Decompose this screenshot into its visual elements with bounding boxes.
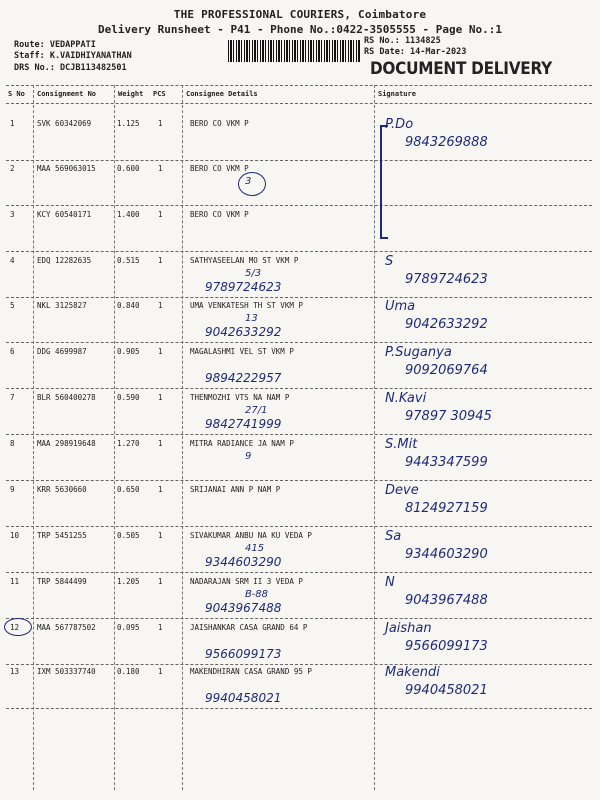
row-handwritten-phone: 9789724623 [205, 280, 282, 294]
row-divider [6, 572, 592, 573]
row-sno: 4 [10, 256, 15, 265]
row-consignee: UMA VENKATESH TH ST VKM P [190, 301, 303, 310]
barcode [228, 40, 360, 62]
row-signature-phone: 97897 30945 [405, 409, 492, 424]
row-consignment: TRP 5844499 [37, 577, 87, 586]
route-label: Route: VEDAPPATI [14, 40, 96, 50]
header-bottom-rule [6, 103, 592, 104]
signature-bracket [380, 125, 388, 239]
row-pcs: 1 [158, 119, 163, 128]
row-signature-mark: N.Kavi [385, 391, 427, 406]
row-signature-phone: 9843269888 [405, 135, 488, 150]
row-weight: 1.270 [117, 439, 140, 448]
row-signature-phone: 9789724623 [405, 272, 488, 287]
row-consignment: MAA 569063015 [37, 164, 96, 173]
rs-number: RS No.: 1134825 [364, 36, 441, 46]
row-divider [6, 205, 592, 206]
row-signature-phone: 9566099173 [405, 639, 488, 654]
row-consignment: NKL 3125827 [37, 301, 87, 310]
row-weight: 1.400 [117, 210, 140, 219]
row-consignee: SATHYASEELAN MO ST VKM P [190, 256, 299, 265]
row-consignment: MAA 298919648 [37, 439, 96, 448]
row-pcs: 1 [158, 439, 163, 448]
row-consignee: NADARAJAN SRM II 3 VEDA P [190, 577, 303, 586]
row-consignment: SVK 60342069 [37, 119, 92, 128]
drs-label: DRS No.: DCJB113482501 [14, 63, 127, 73]
row-divider [6, 664, 592, 665]
row-signature-phone: 9344603290 [405, 547, 488, 562]
row-sno: 5 [10, 301, 15, 310]
row-consignment: DDG 4699987 [37, 347, 87, 356]
row-handwritten-phone: 9566099173 [205, 647, 282, 661]
row-consignment: EDQ 12282635 [37, 256, 92, 265]
col-signature: Signature [378, 90, 416, 98]
row-signature-phone: 9043967488 [405, 593, 488, 608]
row-consignee: JAISHANKAR CASA GRAND 64 P [190, 623, 308, 632]
rs-date: RS Date: 14-Mar-2023 [364, 47, 467, 57]
row-signature-phone: 9092069764 [405, 363, 488, 378]
row-signature-mark: Sa [385, 529, 402, 544]
row-consignee: BERO CO VKM P [190, 210, 249, 219]
row-sno: 3 [10, 210, 15, 219]
row-handwritten-note: 27/1 [245, 405, 268, 416]
row-consignee: MAKENDHIRAN CASA GRAND 95 P [190, 667, 312, 676]
col-consignee: Consignee Details [186, 90, 258, 98]
row-signature-mark: S.Mit [385, 437, 418, 452]
row-divider [6, 618, 592, 619]
row-consignment: MAA 567787502 [37, 623, 96, 632]
row-pcs: 1 [158, 256, 163, 265]
row-weight: 0.590 [117, 393, 140, 402]
row-handwritten-note: 3 [245, 176, 252, 187]
row-pcs: 1 [158, 210, 163, 219]
row-divider [6, 480, 592, 481]
row-handwritten-note: 5/3 [245, 268, 262, 279]
col-divider [33, 85, 34, 790]
col-weight: Weight [118, 90, 144, 98]
row-sno: 1 [10, 119, 15, 128]
row-pcs: 1 [158, 531, 163, 540]
row-handwritten-phone: 9344603290 [205, 555, 282, 569]
row-weight: 0.840 [117, 301, 140, 310]
col-consignment: Consignment No [37, 90, 97, 98]
col-divider [182, 85, 183, 790]
row-signature-phone: 9042633292 [405, 317, 488, 332]
row-handwritten-phone: 9043967488 [205, 601, 282, 615]
row-divider [6, 434, 592, 435]
row-sno: 13 [10, 667, 20, 676]
row-signature-mark: Makendi [385, 665, 440, 680]
row-weight: 1.205 [117, 577, 140, 586]
circled-note-marker [238, 172, 266, 196]
row-signature-mark: Deve [385, 483, 419, 498]
row-sno: 7 [10, 393, 15, 402]
row-consignee: MAGALASHMI VEL ST VKM P [190, 347, 294, 356]
row-handwritten-note: B-88 [245, 589, 269, 600]
row-signature-mark: Uma [385, 299, 416, 314]
row-signature-mark: S [385, 254, 394, 269]
row-consignment: TRP 5451255 [37, 531, 87, 540]
row-consignment: BLR 560400278 [37, 393, 96, 402]
row-consignee: SRIJANAI ANN P NAM P [190, 485, 281, 494]
document-delivery-stamp: DOCUMENT DELIVERY [370, 59, 552, 79]
row-handwritten-note: 415 [245, 543, 265, 554]
row-pcs: 1 [158, 164, 163, 173]
row-weight: 1.125 [117, 119, 140, 128]
runsheet-subtitle: Delivery Runsheet - P41 - Phone No.:0422-3505555 - Page No.:1 [98, 23, 502, 36]
col-sno: S No [8, 90, 25, 98]
row-signature-mark: N [385, 575, 395, 590]
row-handwritten-phone: 9042633292 [205, 325, 282, 339]
row-signature-mark: P.Suganya [385, 345, 452, 360]
row-weight: 0.180 [117, 667, 140, 676]
staff-label: Staff: K.VAIDHIYANATHAN [14, 51, 132, 61]
row-divider [6, 251, 592, 252]
row-handwritten-note: 13 [245, 313, 258, 324]
row-pcs: 1 [158, 347, 163, 356]
circled-row-marker [4, 618, 32, 636]
row-consignment: KRR 5630660 [37, 485, 87, 494]
row-consignment: IXM 503337740 [37, 667, 96, 676]
row-consignment: KCY 60540171 [37, 210, 92, 219]
row-signature-phone: 9940458021 [405, 683, 488, 698]
table-top-rule [6, 85, 592, 86]
row-handwritten-note: 9 [245, 451, 252, 462]
row-consignee: BERO CO VKM P [190, 119, 249, 128]
row-sno: 8 [10, 439, 15, 448]
row-pcs: 1 [158, 301, 163, 310]
row-sno: 9 [10, 485, 15, 494]
row-pcs: 1 [158, 577, 163, 586]
row-pcs: 1 [158, 393, 163, 402]
row-weight: 0.905 [117, 347, 140, 356]
row-handwritten-phone: 9940458021 [205, 691, 282, 705]
row-sno: 2 [10, 164, 15, 173]
row-divider [6, 388, 592, 389]
company-title: THE PROFESSIONAL COURIERS, Coimbatore [173, 8, 427, 21]
row-consignee: MITRA RADIANCE JA NAM P [190, 439, 294, 448]
row-divider [6, 342, 592, 343]
row-handwritten-phone: 9842741999 [205, 417, 282, 431]
row-signature-mark: Jaishan [385, 621, 432, 636]
row-pcs: 1 [158, 667, 163, 676]
row-weight: 0.095 [117, 623, 140, 632]
row-weight: 0.650 [117, 485, 140, 494]
row-signature-phone: 9443347599 [405, 455, 488, 470]
row-sno: 6 [10, 347, 15, 356]
row-consignee: THENMOZHI VTS NA NAM P [190, 393, 290, 402]
col-divider [374, 85, 375, 790]
row-signature-mark: P.Do [385, 117, 414, 132]
row-signature-phone: 8124927159 [405, 501, 488, 516]
row-handwritten-phone: 9894222957 [205, 371, 282, 385]
row-sno: 12 [10, 623, 20, 632]
row-weight: 0.505 [117, 531, 140, 540]
col-pcs: PCS [153, 90, 166, 98]
row-sno: 10 [10, 531, 20, 540]
row-sno: 11 [10, 577, 20, 586]
row-divider [6, 708, 592, 709]
row-weight: 0.600 [117, 164, 140, 173]
row-pcs: 1 [158, 485, 163, 494]
row-consignee: BERO CO VKM P [190, 164, 249, 173]
col-divider [114, 85, 115, 790]
row-divider [6, 297, 592, 298]
row-pcs: 1 [158, 623, 163, 632]
row-divider [6, 526, 592, 527]
row-divider [6, 160, 592, 161]
row-consignee: SIVAKUMAR ANBU NA KU VEDA P [190, 531, 312, 540]
row-weight: 0.515 [117, 256, 140, 265]
